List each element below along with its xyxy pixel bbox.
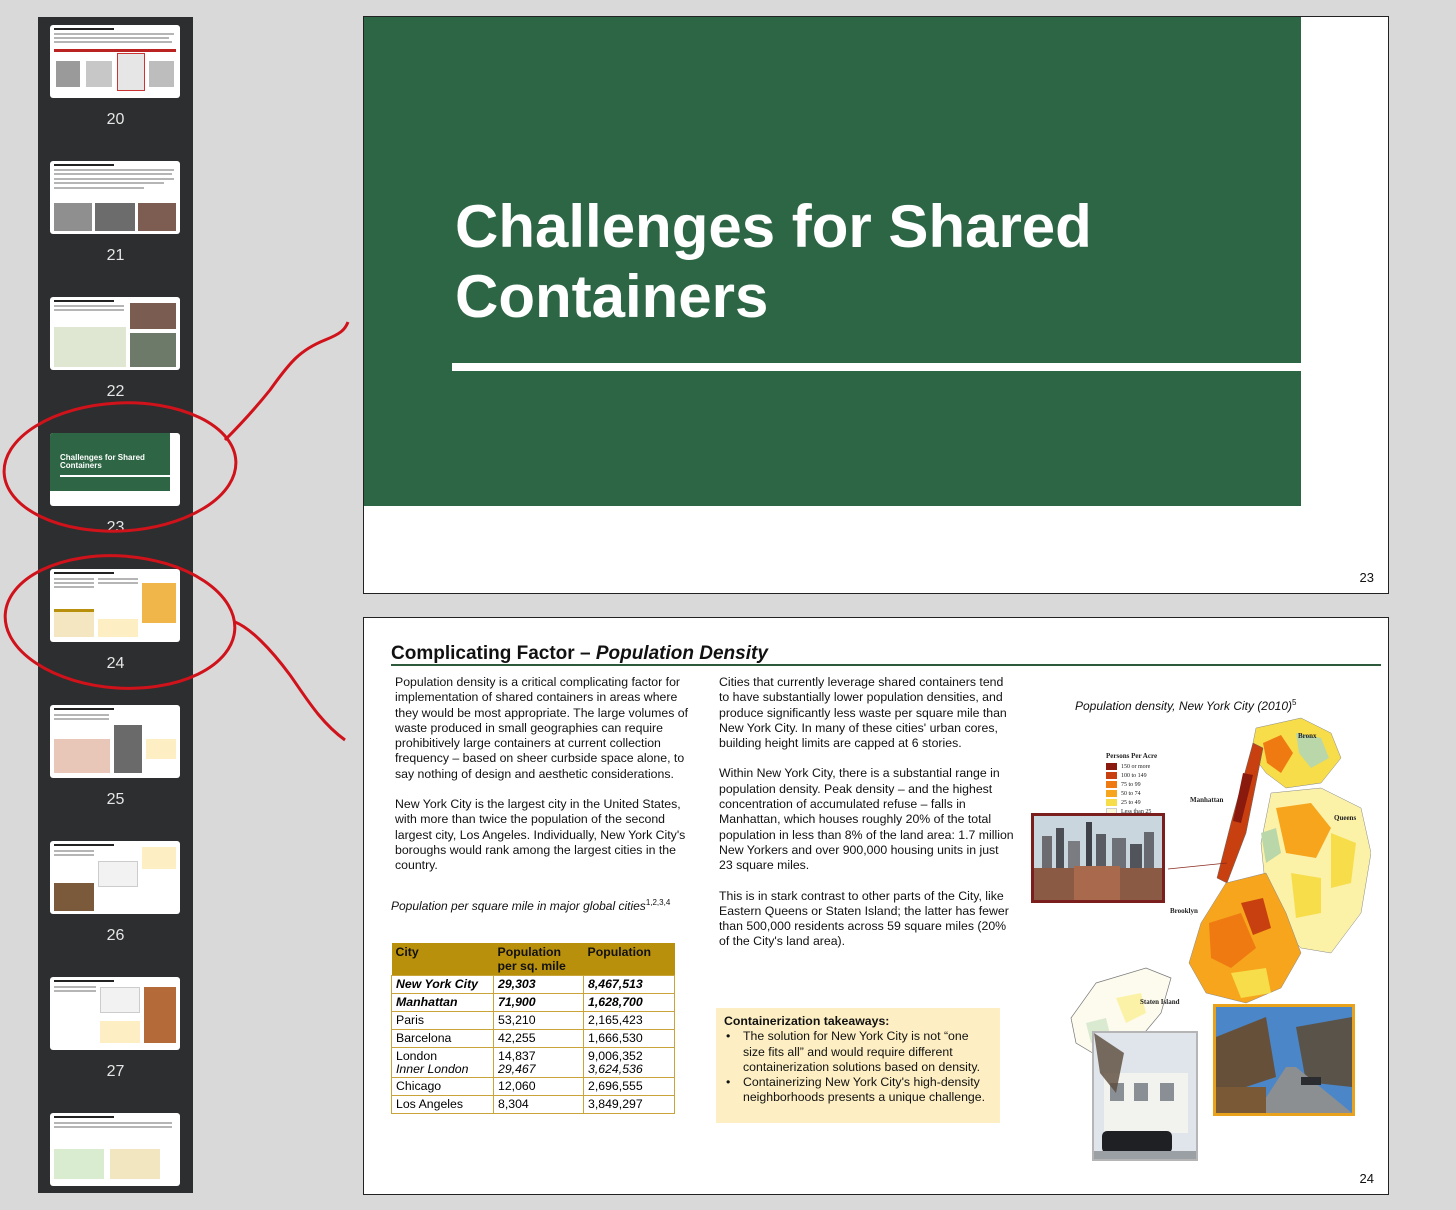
thumbnail-text-line [54,854,94,856]
table-cell: Manhattan [392,994,494,1012]
thumbnail-text-line [54,41,172,43]
table-cell: Chicago [392,1078,494,1096]
thumbnail-header-band [54,49,176,52]
table-cell: 8,304 [494,1096,584,1114]
slide-number-label: 27 [106,1063,125,1080]
table-cell: 2,696,555 [584,1078,675,1096]
thumbnail-takeaway-box [98,619,138,637]
map-caption: Population density, New York City $(2010)^5$ [1075,698,1297,713]
slide-23[interactable] [363,16,1389,594]
thumbnail-table [54,609,94,637]
table-cell: Paris [392,1012,494,1030]
table-header: City [392,943,494,976]
takeaway-item: • The solution for New York City is not “one size fits all” and would require different containerization solutions based on density. [724,1029,992,1075]
population-table [391,943,675,1114]
map-label-queens: Queens [1334,814,1357,822]
thumbnail-chart [98,861,138,887]
thumbnail-map [54,739,110,773]
body-column-middle [719,675,1014,965]
thumbnail-takeaway-box [142,847,176,869]
body-paragraph: Within New York City, there is a substantial range in population density. Peak density – and the highest concentration of accumulated refuse – falls in Manhattan, which houses roughly 20% of the total population in less than 8% of the land area: 1.7 million New Yorkers and over 900,000 housing units in just 23 square miles. [719,766,1014,873]
thumbnail-text-line [54,182,164,184]
table-row [392,976,675,994]
thumbnail-text-line [54,169,174,171]
house-photo [1092,1031,1198,1161]
map-label-brooklyn: Brooklyn [1170,907,1198,915]
takeaway-box [716,1008,1000,1123]
table-cell: 42,255 [494,1030,584,1048]
slide-thumbnail-20[interactable] [50,25,180,98]
thumbnail-text-line [54,986,96,988]
slide-thumbnail-28[interactable] [50,1113,180,1186]
map-legend [1106,752,1157,816]
thumbnail-highlight-box [54,327,126,367]
slide-thumbnail-22[interactable] [50,297,180,370]
slide-number-label: 20 [106,111,125,128]
thumbnail-text-line [54,1122,172,1124]
slide-number-label: 24 [106,655,125,672]
thumbnail-image [130,303,176,329]
slide-number-label: 23 [106,519,125,536]
table-cell: 53,210 [494,1012,584,1030]
thumbnail-image [149,61,174,87]
table-cell: 29,303 [494,976,584,994]
title-divider [452,363,1301,371]
thumbnail-text-line [54,1126,172,1128]
legend-item: 150 or more [1106,762,1157,771]
legend-item: 50 to 74 [1106,789,1157,798]
thumbnail-text-line [54,37,169,39]
map-label-bronx: Bronx [1298,732,1317,740]
thumbnail-text-line [54,990,96,992]
table-cell: London Inner London [392,1048,494,1078]
street-photo [1213,1004,1355,1116]
table-cell: 12,060 [494,1078,584,1096]
thumbnail-text-line [54,582,94,584]
thumbnail-takeaway-box [146,739,176,759]
thumbnail-image [130,333,176,367]
body-paragraph: Population density is a critical complicating factor for implementation of shared containers in areas where they would be most appropriate. The large volumes of waste produced in small geographies can require prohibitively large containers at current collection frequency – based on sheer curbside space alone, to say nothing of design and aesthetic considerations. [395,675,689,781]
thumbnail-chart [100,987,140,1013]
thumbnail-text-line [54,718,109,720]
table-cell: 3,849,297 [584,1096,675,1114]
title-underline [391,664,1381,666]
table-row [392,1048,675,1078]
thumbnail-text-line [54,309,124,311]
thumbnail-divider [60,475,170,477]
table-cell: 1,666,530 [584,1030,675,1048]
thumbnail-text-line [54,586,94,588]
slide-number-label: 21 [106,247,125,264]
table-row [392,1096,675,1114]
table-cell: 1,628,700 [584,994,675,1012]
thumbnail-title-line [54,164,114,166]
table-row [392,1078,675,1096]
thumbnail-image [95,203,135,231]
thumbnail-title: Challenges for Shared Containers [60,453,145,470]
table-row [392,1030,675,1048]
thumbnail-image [54,203,92,231]
thumbnail-takeaway-box [100,1021,140,1043]
slide-number-label: 25 [106,791,125,808]
thumbnail-text-line [54,578,94,580]
slide-thumbnail-27[interactable] [50,977,180,1050]
body-paragraph: Cities that currently leverage shared containers tend to have substantially lower population densities, and produce significantly less waste per square mile than New York City. In many of these cities' urban cores, building height limits are capped at 6 stories. [719,675,1007,751]
slide-thumbnail-26[interactable] [50,841,180,914]
slide-number-label: 26 [106,927,125,944]
legend-item: Less than 25 [1106,807,1157,816]
thumbnail-text-line [54,305,124,307]
table-cell: New York City [392,976,494,994]
legend-title: Persons Per Acre [1106,752,1158,760]
thumbnail-table [54,1149,104,1179]
thumbnail-image [117,53,145,91]
table-caption: Population per square mile in major global cities$^{1,2,3,4}$ [391,898,671,913]
thumbnail-text-line [54,187,144,189]
thumbnail-map [142,583,176,623]
table-row [392,1012,675,1030]
map-label-manhattan: Manhattan [1190,796,1224,804]
thumbnail-image [114,725,142,773]
table-cell: Barcelona [392,1030,494,1048]
body-paragraph: New York City is the largest city in the United States, with more than twice the population of the second largest city, Los Angeles. Individually, New York City's boroughs would rank among the largest cities in the country. [395,797,686,873]
takeaway-list [724,1029,992,1105]
thumbnail-title-line [54,28,114,30]
body-column-left [395,675,690,889]
annotation-arrow-slide-23 [225,322,348,440]
thumbnail-title-line [54,980,114,982]
legend-item: 100 to 149 [1106,771,1157,780]
legend-item: 25 to 49 [1106,798,1157,807]
slide-thumbnail-24[interactable] [50,569,180,642]
table-cell: 2,165,423 [584,1012,675,1030]
slide-number-label: 22 [106,383,125,400]
thumbnail-text-line [54,714,109,716]
thumbnail-image [138,203,176,231]
table-cell: 8,467,513 [584,976,675,994]
table-cell: Los Angeles [392,1096,494,1114]
takeaway-item: • Containerizing New York City's high-density neighborhoods presents a unique challenge. [724,1075,992,1106]
table-cell: 71,900 [494,994,584,1012]
section-title: Challenges for Shared Containers [455,193,1092,330]
slide-thumbnail-25[interactable] [50,705,180,778]
page-number: 23 [1359,570,1374,585]
thumbnail-text-line [54,178,174,180]
table-row [392,994,675,1012]
thumbnail-title-line [54,572,114,574]
page-number: 24 [1359,1171,1374,1186]
thumbnail-image [144,987,176,1043]
map-label-staten-island: Staten Island [1140,998,1180,1006]
slide-thumbnail-21[interactable] [50,161,180,234]
slide-title [391,643,768,665]
annotation-arrow-slide-24 [235,622,345,740]
table-header: Population per sq. mile [494,943,584,976]
thumbnail-image [56,61,80,87]
table-cell: 9,006,352 3,624,536 [584,1048,675,1078]
slide-title-plain: Complicating Factor – [391,643,596,664]
table-cell: 14,837 29,467 [494,1048,584,1078]
thumbnail-image [54,883,94,911]
thumbnail-text-line [98,578,138,580]
slide-24[interactable] [363,617,1389,1195]
table-header: Population [584,943,675,976]
legend-item: 75 to 99 [1106,780,1157,789]
manhattan-skyline-photo [1031,813,1165,903]
thumbnail-text-line [54,33,174,35]
thumbnail-title-line [54,708,114,710]
thumbnail-title-line [54,844,114,846]
slide-thumbnail-sidebar[interactable] [38,17,193,1193]
thumbnail-table [110,1149,160,1179]
takeaway-title: Containerization takeaways: [724,1014,890,1028]
slide-thumbnail-23[interactable] [50,433,180,506]
body-paragraph: This is in stark contrast to other parts of the City, like Eastern Queens or Staten Island; the latter has fewer than 500,000 residents across 59 square miles (20% of the City's land area). [719,888,1009,949]
thumbnail-text-line [54,173,172,175]
thumbnail-image [86,61,112,87]
thumbnail-text-line [54,850,94,852]
thumbnail-text-line [98,582,138,584]
thumbnail-title-line [54,300,114,302]
slide-title-italic: Population Density [595,643,768,664]
thumbnail-title-line [54,1116,114,1118]
